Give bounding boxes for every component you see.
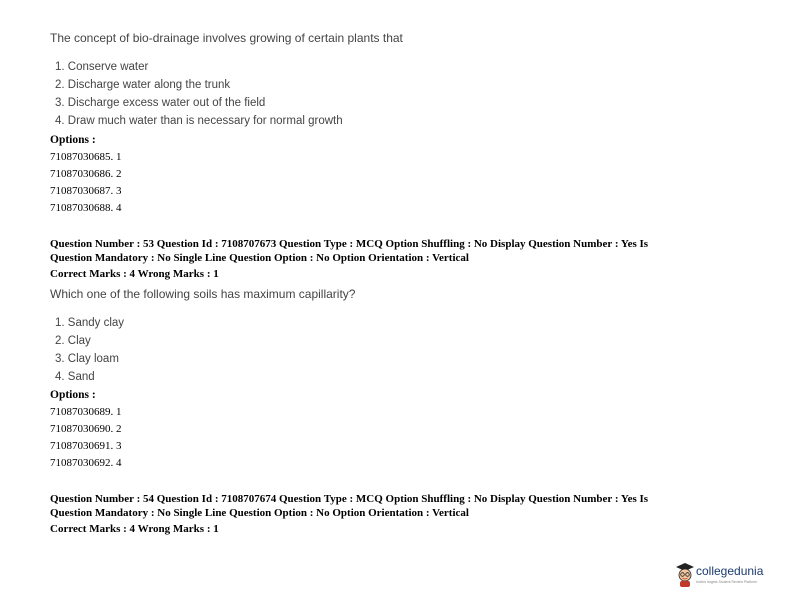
q53-meta-line2: Question Mandatory : No Single Line Question Option : No Option Orientation : Vertical <box>50 252 469 264</box>
q52-choice-4: 4. Draw much water than is necessary for normal growth <box>55 115 343 127</box>
q52-options-label: Options : <box>50 134 96 146</box>
q54-meta-line2: Question Mandatory : No Single Line Question Option : No Option Orientation : Vertical <box>50 507 469 519</box>
collegedunia-logo <box>674 561 774 589</box>
q53-option-1: 71087030689. 1 <box>50 406 122 418</box>
logo-wordmark: collegedunia <box>696 564 764 578</box>
q52-option-2: 71087030686. 2 <box>50 168 122 180</box>
q52-option-1: 71087030685. 1 <box>50 151 122 163</box>
q54-meta <box>50 492 750 536</box>
q52-choice-2: 2. Discharge water along the trunk <box>55 79 231 91</box>
q53-option-3: 71087030691. 3 <box>50 440 122 452</box>
q54-marks: Correct Marks : 4 Wrong Marks : 1 <box>50 523 219 535</box>
question-53-stem: Which one of the following soils has maximum capillarity? <box>50 287 356 301</box>
q53-choice-2: 2. Clay <box>55 335 91 347</box>
q53-option-4: 71087030692. 4 <box>50 457 122 469</box>
q54-meta-line1: Question Number : 54 Question Id : 7108707674 Question Type : MCQ Option Shuffling : No Display Question Number : Yes Is <box>50 493 649 505</box>
q53-choice-4: 4. Sand <box>55 371 95 383</box>
q52-option-4: 71087030688. 4 <box>50 202 122 214</box>
q53-options-label: Options : <box>50 389 96 401</box>
q53-meta <box>50 237 750 281</box>
question-52-stem: The concept of bio-drainage involves growing of certain plants that <box>50 31 403 45</box>
q53-marks: Correct Marks : 4 Wrong Marks : 1 <box>50 268 219 280</box>
q52-choice-3: 3. Discharge excess water out of the field <box>55 97 266 109</box>
mascot-icon <box>674 561 696 587</box>
q53-meta-line1: Question Number : 53 Question Id : 7108707673 Question Type : MCQ Option Shuffling : No Display Question Number : Yes Is <box>50 238 649 250</box>
q53-choice-1: 1. Sandy clay <box>55 317 125 329</box>
q52-option-3: 71087030687. 3 <box>50 185 122 197</box>
q53-choice-3: 3. Clay loam <box>55 353 119 365</box>
q53-option-2: 71087030690. 2 <box>50 423 122 435</box>
q52-choice-1: 1. Conserve water <box>55 61 149 73</box>
logo-tagline: India's largest Student Review Platform <box>696 580 757 584</box>
